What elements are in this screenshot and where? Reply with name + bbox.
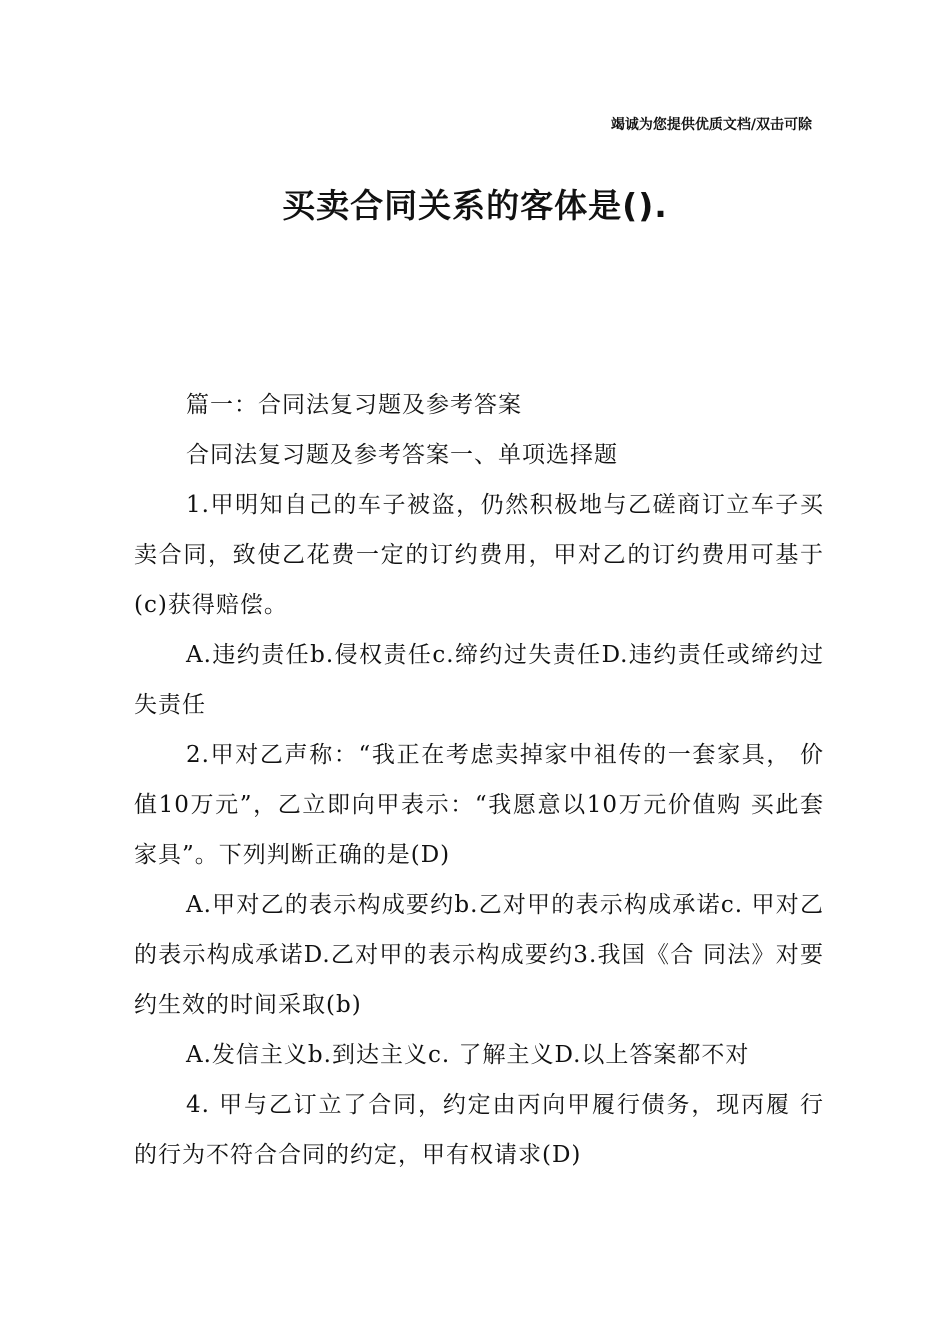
question-1-options: A.违约责任b.侵权责任c.缔约过失责任D.违约责任或缔约过失责任 xyxy=(134,642,824,718)
document-body xyxy=(134,380,824,1180)
question-2-options-and-question-3: A.甲对乙的表示构成要约b.乙对甲的表示构成承诺c. 甲对乙的表示构成承诺D.乙对甲的表示构成要约3.我国《合 同法》对要约生效的时间采取(b) xyxy=(134,892,824,1018)
document-title: 买卖合同关系的客体是(). xyxy=(282,186,668,225)
question-1: 1.甲明知自己的车子被盗，仍然积极地与乙磋商订立车子买卖合同，致使乙花费一定的订约费用，甲对乙的订约费用可基于(c)获得赔偿。 xyxy=(134,492,824,618)
section-heading: 篇一：合同法复习题及参考答案 xyxy=(186,392,522,418)
subsection-heading: 合同法复习题及参考答案一、单项选择题 xyxy=(186,442,618,468)
question-2: 2.甲对乙声称：“我正在考虑卖掉家中祖传的一套家具， 价值10万元”，乙立即向甲表示：“我愿意以10万元价值购 买此套家具”。下列判断正确的是(D) xyxy=(134,742,824,868)
question-4: 4. 甲与乙订立了合同，约定由丙向甲履行债务，现丙履 行的行为不符合合同的约定，甲有权请求(D) xyxy=(134,1092,824,1168)
header-note: 竭诚为您提供优质文档/双击可除 xyxy=(610,117,812,133)
question-3-options: A.发信主义b.到达主义c. 了解主义D.以上答案都不对 xyxy=(186,1042,750,1068)
